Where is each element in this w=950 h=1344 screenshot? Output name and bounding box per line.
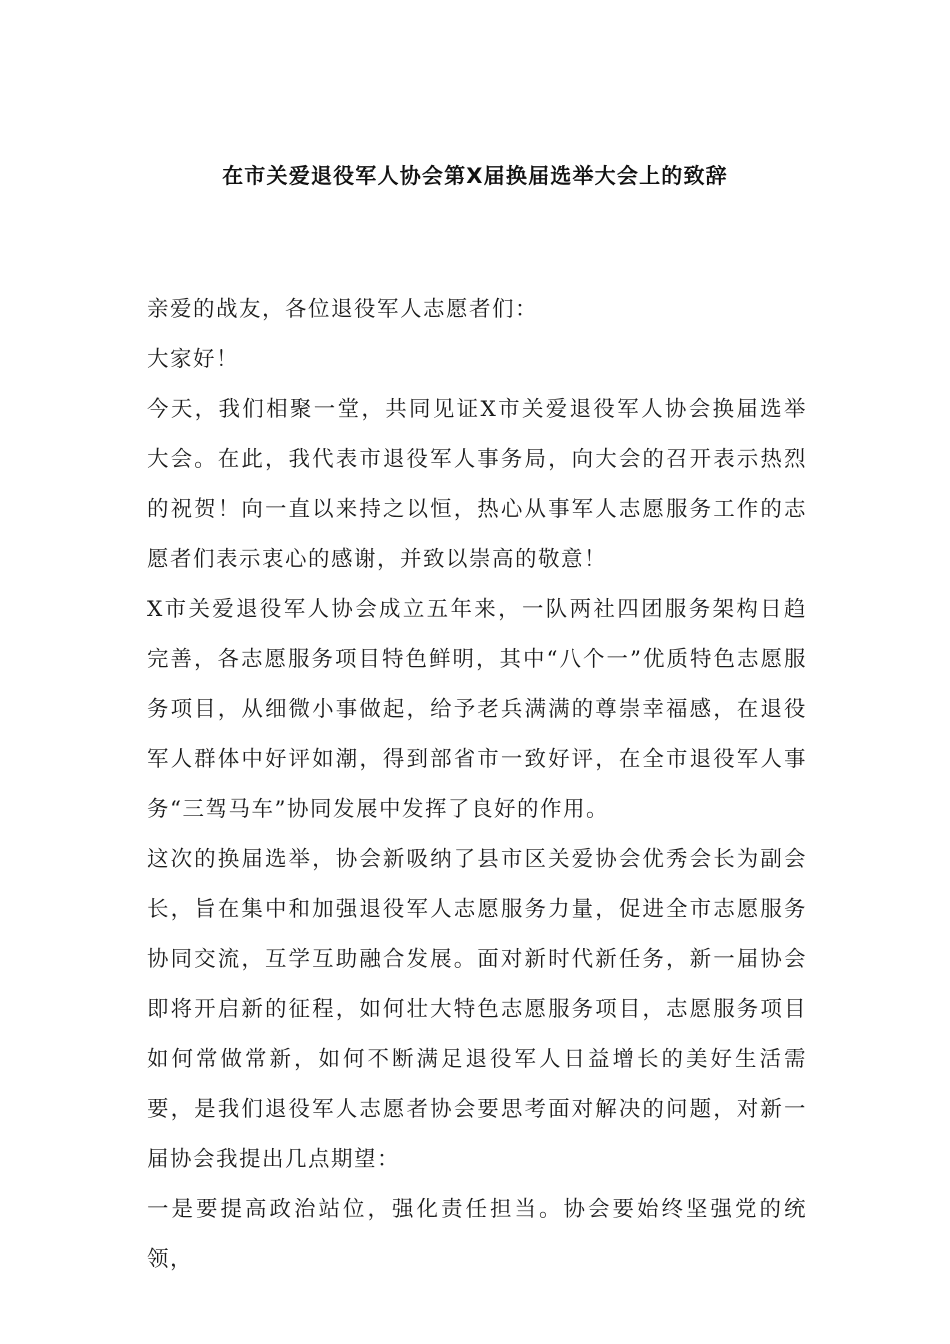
paragraph-election: 这次的换届选举，协会新吸纳了县市区关爱协会优秀会长为副会长，旨在集中和加强退役军人志愿服务力量，促进全市志愿服务协同交流，互学互助融合发展。面对新时代新任务，新一届协会即将开启新的征程，如何壮大特色志愿服务项目，志愿服务项目如何常做常新，如何不断满足退役军人日益增长的美好生活需要，是我们退役军人志愿者协会要思考面对解决的问题，对新一届协会我提出几点期望： bbox=[147, 847, 807, 1172]
paragraph-salutation: 亲爱的战友，各位退役军人志愿者们： bbox=[147, 297, 539, 322]
paragraph-greeting: 大家好！ bbox=[147, 347, 240, 372]
paragraph-expectation-one: 一是要提高政治站位，强化责任担当。协会要始终坚强党的统领， bbox=[147, 1197, 807, 1272]
paragraph-opening: 今天，我们相聚一堂，共同见证X市关爱退役军人协会换届选举大会。在此，我代表市退役军人事务局，向大会的召开表示热烈的祝贺！向一直以来持之以恒，热心从事军人志愿服务工作的志愿者们表示衷心的感谢，并致以崇高的敬意！ bbox=[147, 397, 807, 572]
document-title: 在市关爱退役军人协会第X届换届选举大会上的致辞 bbox=[222, 164, 728, 188]
document-body bbox=[147, 285, 807, 1285]
paragraph-achievements: X市关爱退役军人协会成立五年来，一队两社四团服务架构日趋完善，各志愿服务项目特色鲜明，其中“八个一”优质特色志愿服务项目，从细微小事做起，给予老兵满满的尊崇幸福感，在退役军人群体中好评如潮，得到部省市一致好评，在全市退役军人事务“三驾马车”协同发展中发挥了良好的作用。 bbox=[147, 597, 807, 822]
